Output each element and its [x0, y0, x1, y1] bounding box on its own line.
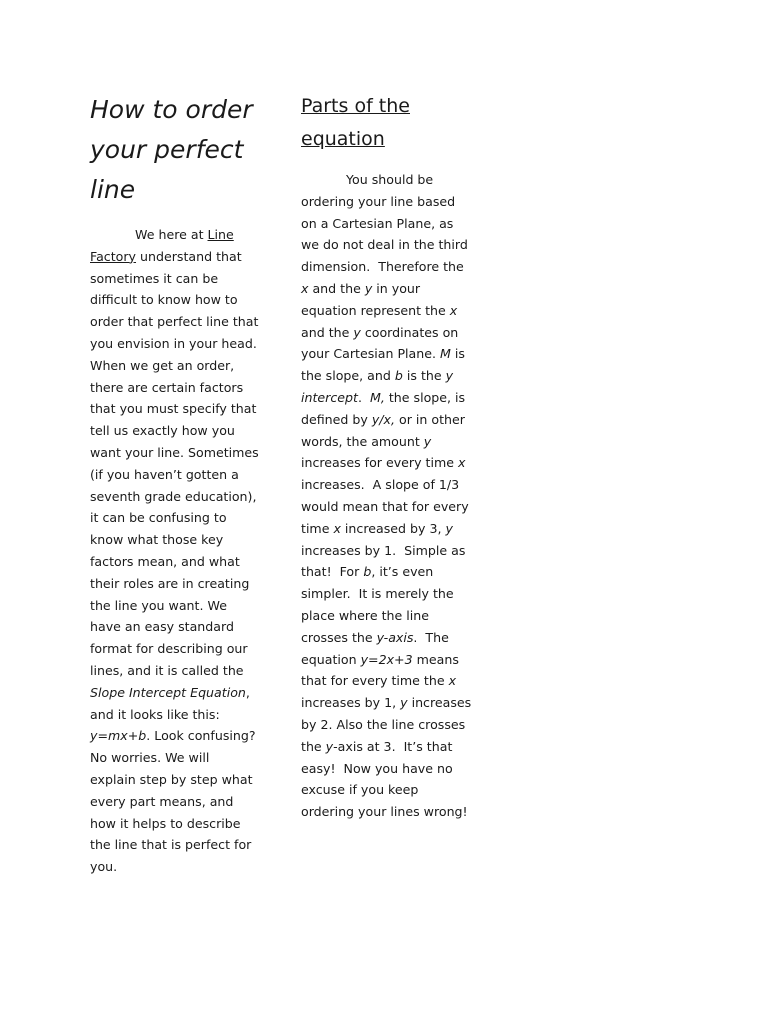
- body-line: y=mx+b. Look confusing?: [90, 728, 256, 744]
- body-line: Slope Intercept Equation,: [90, 684, 250, 700]
- right-title: [301, 90, 410, 156]
- body-line: order that perfect line that: [90, 314, 259, 330]
- company-name-part-1: Line: [207, 227, 234, 242]
- left-title: [90, 90, 253, 210]
- body-line: on a Cartesian Plane, as: [301, 215, 454, 231]
- body-line: want your line. Sometimes: [90, 444, 259, 460]
- body-line: time x increased by 3, y: [301, 520, 453, 536]
- body-line: No worries. We will: [90, 750, 210, 766]
- body-line: ordering your line based: [301, 193, 456, 209]
- body-line: difficult to know how to: [90, 292, 238, 308]
- body-line: would mean that for every: [301, 498, 469, 514]
- body-line: have an easy standard: [90, 619, 234, 635]
- body-line: dimension. Therefore the: [301, 259, 464, 275]
- company-name-part-2: Factory: [90, 248, 137, 264]
- body-line: that for every time the x: [301, 673, 457, 689]
- body-line: it can be confusing to: [90, 510, 227, 526]
- body-line: increases by 1. Simple as: [301, 542, 466, 558]
- body-line: words, the amount y: [301, 433, 432, 449]
- body-line: the line you want. We: [90, 597, 227, 613]
- body-line: place where the line: [301, 607, 429, 623]
- body-line: and the y coordinates on: [301, 324, 459, 340]
- body-line: simpler. It is merely the: [301, 586, 454, 602]
- body-line: lines, and it is called the: [90, 662, 244, 678]
- body-line: intercept. M, the slope, is: [301, 389, 466, 405]
- body-line: excuse if you keep: [301, 782, 419, 798]
- body-line: equation represent the x: [301, 302, 458, 318]
- body-line: the slope, and b is the y: [301, 368, 454, 384]
- body-line: explain step by step what: [90, 771, 253, 787]
- left-body-text: [90, 224, 259, 878]
- body-line: defined by y/x, or in other: [301, 411, 465, 427]
- left-title-line-2: your perfect: [90, 135, 244, 164]
- body-line: equation y=2x+3 means: [301, 651, 459, 667]
- body-line: that you must specify that: [90, 401, 257, 417]
- body-line: seventh grade education),: [90, 488, 257, 504]
- body-line: Factory understand that: [90, 248, 242, 264]
- body-line: You should be: [346, 172, 434, 187]
- body-line: and it looks like this:: [90, 706, 220, 722]
- right-title-line-1: Parts of the: [301, 95, 410, 117]
- body-line: you.: [90, 859, 118, 875]
- body-line: the line that is perfect for: [90, 837, 252, 853]
- body-line: (if you haven’t gotten a: [90, 466, 239, 482]
- body-line: how it helps to describe: [90, 815, 241, 831]
- body-line: factors mean, and what: [90, 553, 240, 569]
- body-line: When we get an order,: [90, 357, 235, 373]
- body-line: the y-axis at 3. It’s that: [301, 738, 453, 754]
- right-body-text: [301, 169, 471, 823]
- body-line: easy! Now you have no: [301, 760, 453, 776]
- formula: y=mx+b: [90, 728, 147, 744]
- left-title-line-1: How to order: [90, 95, 253, 124]
- body-line: we do not deal in the third: [301, 237, 468, 253]
- body-line: crosses the y-axis. The: [301, 629, 449, 645]
- left-title-line-3: line: [90, 175, 136, 204]
- body-line: by 2. Also the line crosses: [301, 716, 466, 732]
- body-line: you envision in your head.: [90, 335, 257, 351]
- body-line: sometimes it can be: [90, 270, 219, 286]
- body-line: your Cartesian Plane. M is: [301, 346, 465, 362]
- body-line: every part means, and: [90, 793, 234, 809]
- body-line: there are certain factors: [90, 379, 244, 395]
- body-line: that! For b, it’s even: [301, 564, 434, 580]
- body-line: know what those key: [90, 532, 224, 548]
- body-line: format for describing our: [90, 641, 248, 657]
- body-line: x and the y in your: [301, 280, 421, 296]
- body-line: increases by 1, y increases: [301, 695, 472, 711]
- body-line: increases. A slope of 1/3: [301, 477, 460, 493]
- body-line: tell us exactly how you: [90, 423, 235, 439]
- body-line: We here at Line: [135, 227, 234, 242]
- right-title-line-2: equation: [301, 128, 385, 150]
- body-line: their roles are in creating: [90, 575, 250, 591]
- body-line: increases for every time x: [301, 455, 466, 471]
- term-slope-intercept: Slope Intercept Equation: [90, 684, 246, 700]
- body-line: ordering your lines wrong!: [301, 804, 468, 820]
